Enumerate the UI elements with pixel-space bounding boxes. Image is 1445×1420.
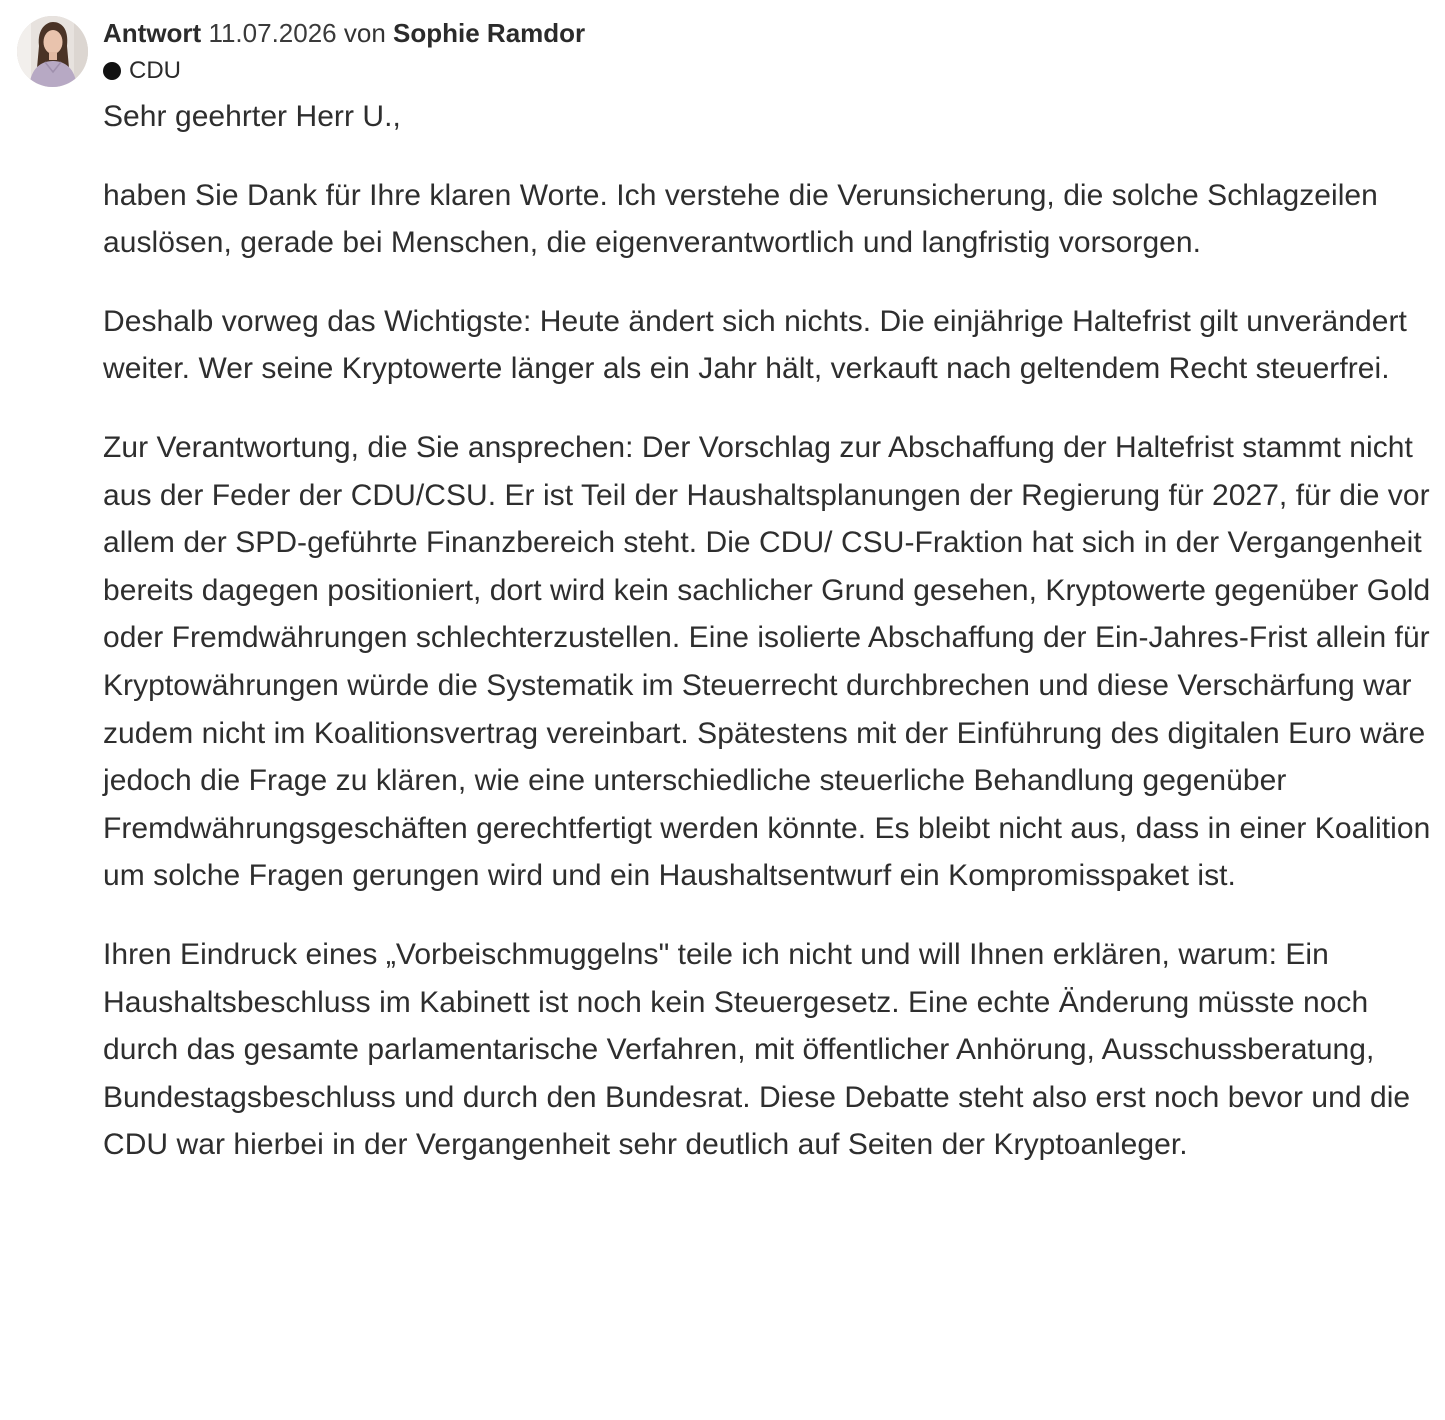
paragraph: haben Sie Dank für Ihre klaren Worte. Ich verstehe die Verunsicherung, die solche Schlagzeilen auslösen, gerade bei Menschen, die eigenverantwortlich und langfristig vorsorgen.	[103, 178, 1378, 260]
party-name: CDU	[129, 57, 181, 84]
paragraph: Zur Verantwortung, die Sie ansprechen: Der Vorschlag zur Abschaffung der Haltefrist stammt nicht aus der Feder der CDU/CSU. Er ist Teil der Haushaltsplanungen der Regierung für 2027, für die vor allem der SPD-geführte Finanzbereich steht. Die CDU/ CSU-Fraktion hat sich in der Vergangenheit bereits dagegen positioniert, dort wird kein sachlicher Grund gesehen, Kryptowerte gegenüber Gold oder Fremdwährungen schlechterzustellen. Eine isolierte Abschaffung der Ein-Jahres-Frist allein für Kryptowährungen würde die Systematik im Steuerrecht durchbrechen und diese Verschärfung war zudem nicht im Koalitionsvertrag vereinbart. Spätestens mit der Einführung des digitalen Euro wäre jedoch die Frage zu klären, wie eine unterschiedliche steuerliche Behandlung gegenüber Fremdwährungsgeschäften gerechtfertigt werden könnte. Es bleibt nicht aus, dass in einer Koalition um solche Fragen gerungen wird und ein Haushaltsentwurf ein Kompromisspaket ist.	[103, 430, 1431, 893]
answer-meta-line	[103, 14, 585, 52]
paragraph: Ihren Eindruck eines „Vorbeischmuggelns" teile ich nicht und will Ihnen erklären, warum: Ein Haushaltsbeschluss im Kabinett ist noch kein Steuergesetz. Eine echte Änderung müsste noch durch das gesamte parlamentarische Verfahren, mit öffentlicher Anhörung, Ausschussberatung, Bundestagsbeschluss und durch den Bundesrat. Diese Debatte steht also erst noch bevor und die CDU war hierbei in der Vergangenheit sehr deutlich auf Seiten der Kryptoanleger.	[103, 937, 1411, 1162]
paragraph: Deshalb vorweg das Wichtigste: Heute ändert sich nichts. Die einjährige Haltefrist gilt unverändert weiter. Wer seine Kryptowerte länger als ein Jahr hält, verkauft nach geltendem Recht steuerfrei.	[103, 304, 1407, 386]
answer-by: von	[343, 18, 386, 48]
author-avatar[interactable]	[17, 16, 88, 87]
answer-body	[103, 93, 1438, 1200]
profile-photo-icon	[17, 16, 88, 87]
answer-label: Antwort	[103, 18, 202, 48]
answer-header	[103, 14, 585, 90]
answer-date: 11.07.2026	[208, 18, 337, 48]
author-name[interactable]: Sophie Ramdor	[393, 18, 586, 48]
salutation: Sehr geehrter Herr U.,	[103, 100, 401, 133]
party-tag	[103, 52, 585, 90]
party-color-dot-icon	[103, 62, 121, 80]
